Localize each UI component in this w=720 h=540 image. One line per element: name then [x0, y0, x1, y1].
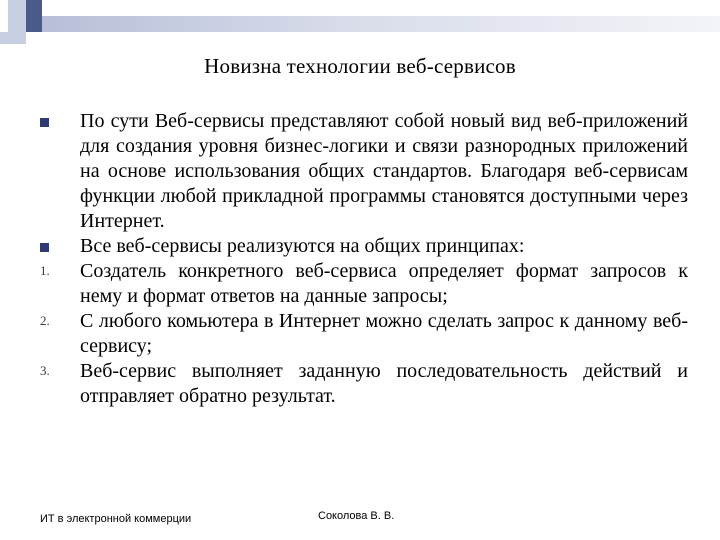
bullet-marker [40, 109, 80, 134]
footer-author: Соколова В. В. [318, 510, 395, 522]
square-bullet-icon [40, 243, 49, 252]
list-number: 1. [40, 263, 50, 278]
number-marker [40, 259, 80, 284]
list-item [40, 359, 688, 409]
decor-square-light [0, 32, 26, 44]
square-bullet-icon [40, 118, 49, 127]
list-number: 3. [40, 363, 50, 378]
list-item-text: Создатель конкретного веб-сервиса определяет формат запросов к нему и формат ответов на данные запросы; [80, 260, 688, 307]
decor-square-dark [26, 16, 42, 32]
number-marker [40, 359, 80, 384]
decor-square-dark [26, 0, 42, 16]
decor-square-light [8, 0, 26, 16]
slide-title: Новизна технологии веб-сервисов [204, 54, 516, 78]
decor-header-bar [42, 16, 720, 32]
list-item [40, 109, 688, 234]
list-item [40, 234, 688, 259]
footer-course-name: ИТ в электронной коммерции [40, 513, 192, 525]
decor-square-light [8, 16, 26, 32]
slide-content [40, 109, 688, 409]
list-item-text: С любого комьютера в Интернет можно сделать запрос к данному веб-сервису; [80, 310, 688, 357]
bullet-marker [40, 234, 80, 259]
list-item [40, 259, 688, 309]
list-number: 2. [40, 313, 50, 328]
list-item [40, 309, 688, 359]
list-item-text: Веб-сервис выполняет заданную последовательность действий и отправляет обратно результат. [80, 360, 688, 407]
list-item-text: Все веб-сервисы реализуются на общих принципах: [80, 235, 525, 257]
number-marker [40, 309, 80, 334]
list-item-text: По сути Веб-сервисы представляют собой новый вид веб-приложений для создания уровня бизнес-логики и связи разнородных приложений на основе использования общих стандартов. Благодаря веб-сервисам функции любой прикладной программы становятся доступными через Интернет. [80, 110, 688, 232]
